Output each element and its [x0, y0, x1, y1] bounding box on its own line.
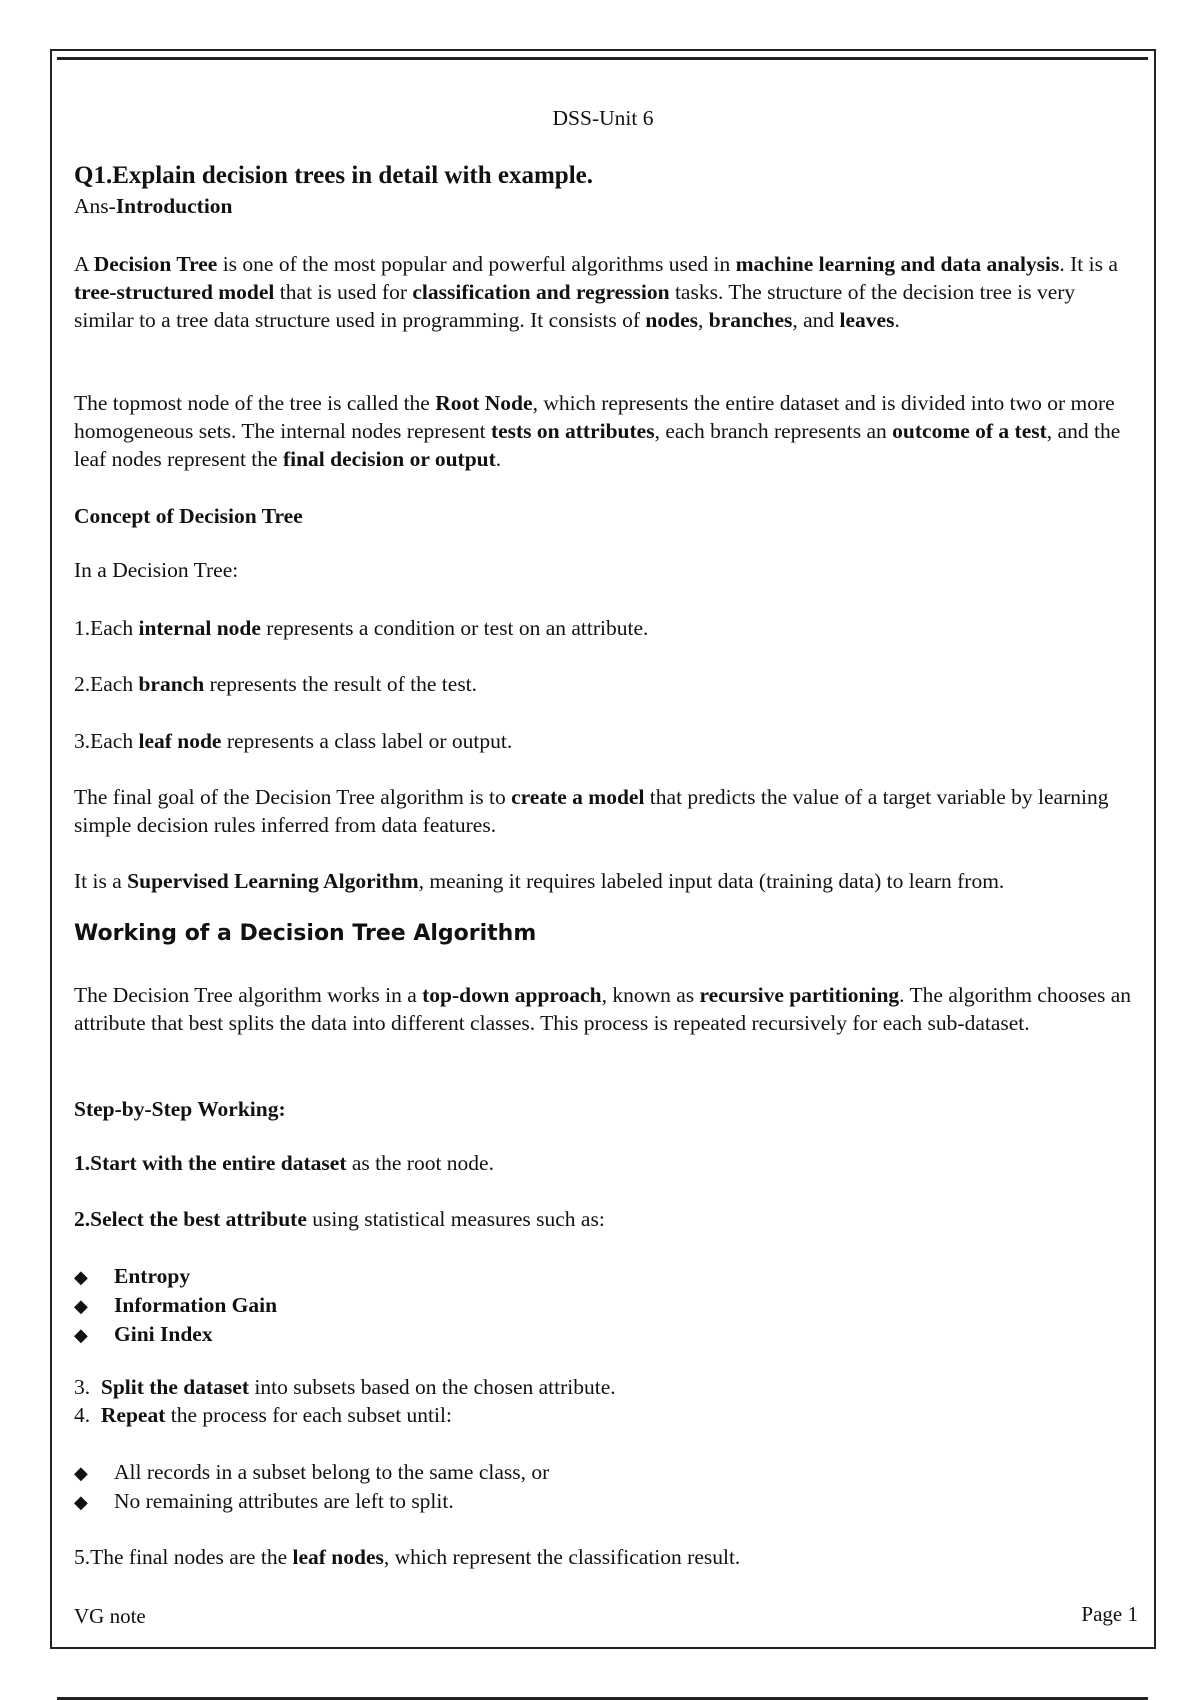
- text-run: 1.Each: [74, 616, 139, 640]
- text-run: as the root node.: [346, 1151, 494, 1175]
- text-run: A: [74, 252, 94, 276]
- diamond-bullet-icon: ◆: [74, 1325, 88, 1345]
- bold-text: Supervised Learning Algorithm: [127, 869, 419, 893]
- text-run: represents a condition or test on an attribute.: [260, 616, 649, 640]
- diamond-bullet-icon: ◆: [74, 1492, 88, 1512]
- text-run: The topmost node of the tree is called the: [74, 391, 436, 415]
- text-run: The final goal of the Decision Tree algorithm is to: [74, 785, 512, 809]
- bold-text: 2.Select the best attribute: [74, 1207, 307, 1231]
- measure-list: [74, 1262, 277, 1349]
- text-run: , and the leaf nodes represent the: [74, 419, 1121, 471]
- text-run: .: [495, 447, 502, 471]
- steps-heading: Step-by-Step Working:: [74, 1097, 286, 1121]
- text-run: 5.The final nodes are the: [74, 1545, 293, 1569]
- text-run: , meaning it requires labeled input data (training data) to learn from.: [418, 869, 1005, 893]
- concept-item-1: [74, 614, 1136, 642]
- diamond-bullet-icon: ◆: [74, 1296, 88, 1316]
- text-run: is one of the most popular and powerful algorithms used in: [217, 252, 736, 276]
- text-run: represents the result of the test.: [204, 672, 478, 696]
- text-run: , which represent the classification result.: [383, 1545, 741, 1569]
- text-run: 3.: [74, 1375, 101, 1399]
- bold-text: recursive partitioning: [699, 983, 900, 1007]
- text-run: The Decision Tree algorithm works in a: [74, 983, 423, 1007]
- list-item: [74, 1320, 277, 1349]
- text-run: , each branch represents an: [654, 419, 893, 443]
- header-rule: [57, 57, 1148, 60]
- bold-text: tree-structured model: [74, 280, 275, 304]
- list-item: [74, 1487, 549, 1516]
- bold-text: tests on attributes: [490, 419, 655, 443]
- measure-label: Information Gain: [114, 1293, 278, 1317]
- bold-text: Split the dataset: [100, 1375, 249, 1399]
- answer-intro-label: [74, 192, 1136, 220]
- step-2: [74, 1205, 1136, 1233]
- text-run: that predicts the value of a target variable by learning simple decision rules inferred from data features.: [74, 785, 1109, 837]
- bold-text: nodes: [645, 308, 698, 332]
- step-4: [74, 1401, 1136, 1429]
- bold-text: top-down approach: [422, 983, 602, 1007]
- page-header-title: DSS-Unit 6: [552, 106, 654, 130]
- text-run: into subsets based on the chosen attribute.: [249, 1375, 616, 1399]
- diamond-bullet-icon: ◆: [74, 1267, 88, 1287]
- bold-text: outcome of a test: [892, 419, 1047, 443]
- bold-text: internal node: [138, 616, 261, 640]
- concept-item-2: [74, 670, 1136, 698]
- text-run: It is a: [74, 869, 128, 893]
- text-run: , which represents the entire dataset and is divided into two or more homogeneous sets. The internal nodes represent: [74, 391, 1115, 443]
- step-1: [74, 1149, 1136, 1177]
- text-run: 2.Each: [74, 672, 139, 696]
- bold-text: branch: [138, 672, 205, 696]
- list-item: [74, 1262, 277, 1291]
- bold-text: Root Node: [435, 391, 533, 415]
- bold-text: Repeat: [100, 1403, 166, 1427]
- bold-text: leaves: [839, 308, 895, 332]
- list-item: [74, 1291, 277, 1320]
- measure-label: Gini Index: [114, 1322, 213, 1346]
- text-run: 4.: [74, 1403, 101, 1427]
- question-heading: Q1.Explain decision trees in detail with example.: [74, 162, 593, 189]
- condition-label: All records in a subset belong to the same class, or: [114, 1460, 550, 1484]
- text-run: using statistical measures such as:: [306, 1207, 605, 1231]
- step-5: [74, 1543, 1136, 1571]
- paragraph-working: [74, 981, 1136, 1037]
- page-number: Page 1: [1081, 1602, 1138, 1626]
- stop-condition-list: [74, 1458, 549, 1516]
- diamond-bullet-icon: ◆: [74, 1463, 88, 1483]
- condition-label: No remaining attributes are left to split.: [114, 1489, 454, 1513]
- bold-text: final decision or output: [282, 447, 496, 471]
- bold-text: machine learning and data analysis: [735, 252, 1060, 276]
- measure-label: Entropy: [114, 1264, 191, 1288]
- bold-text: leaf nodes: [292, 1545, 384, 1569]
- text-run: Ans-: [74, 194, 116, 218]
- text-run: . The algorithm chooses an attribute that best splits the data into different classes. This process is repeated recursively for each sub-dataset.: [74, 983, 1132, 1035]
- concept-item-3: [74, 727, 1136, 755]
- list-item: [74, 1458, 549, 1487]
- text-run: tasks. The structure of the decision tree is very similar to a tree data structure used in programming. It consists of: [74, 280, 1076, 332]
- bold-text: Decision Tree: [93, 252, 218, 276]
- paragraph-goal: [74, 783, 1136, 839]
- text-run: the process for each subset until:: [165, 1403, 452, 1427]
- text-run: 3.Each: [74, 729, 139, 753]
- text-run: , known as: [601, 983, 700, 1007]
- bold-text: leaf node: [138, 729, 222, 753]
- section-heading-concept: Concept of Decision Tree: [74, 504, 303, 528]
- text-run: . It is a: [1059, 252, 1118, 276]
- bold-text: create a model: [511, 785, 645, 809]
- paragraph-supervised: [74, 867, 1136, 895]
- bold-text: Introduction: [115, 194, 233, 218]
- footer-left: VG note: [74, 1604, 146, 1628]
- text-run: represents a class label or output.: [221, 729, 513, 753]
- section-heading-working: Working of a Decision Tree Algorithm: [74, 921, 537, 946]
- paragraph-root-node: [74, 389, 1136, 473]
- text-run: that is used for: [274, 280, 413, 304]
- text-run: .: [894, 308, 900, 332]
- concept-intro: In a Decision Tree:: [74, 558, 239, 582]
- paragraph-definition: [74, 250, 1136, 334]
- text-run: , and: [792, 308, 840, 332]
- bold-text: 1.Start with the entire dataset: [74, 1151, 347, 1175]
- bold-text: classification and regression: [412, 280, 670, 304]
- text-run: ,: [697, 308, 709, 332]
- bold-text: branches: [708, 308, 793, 332]
- step-3: [74, 1373, 1136, 1401]
